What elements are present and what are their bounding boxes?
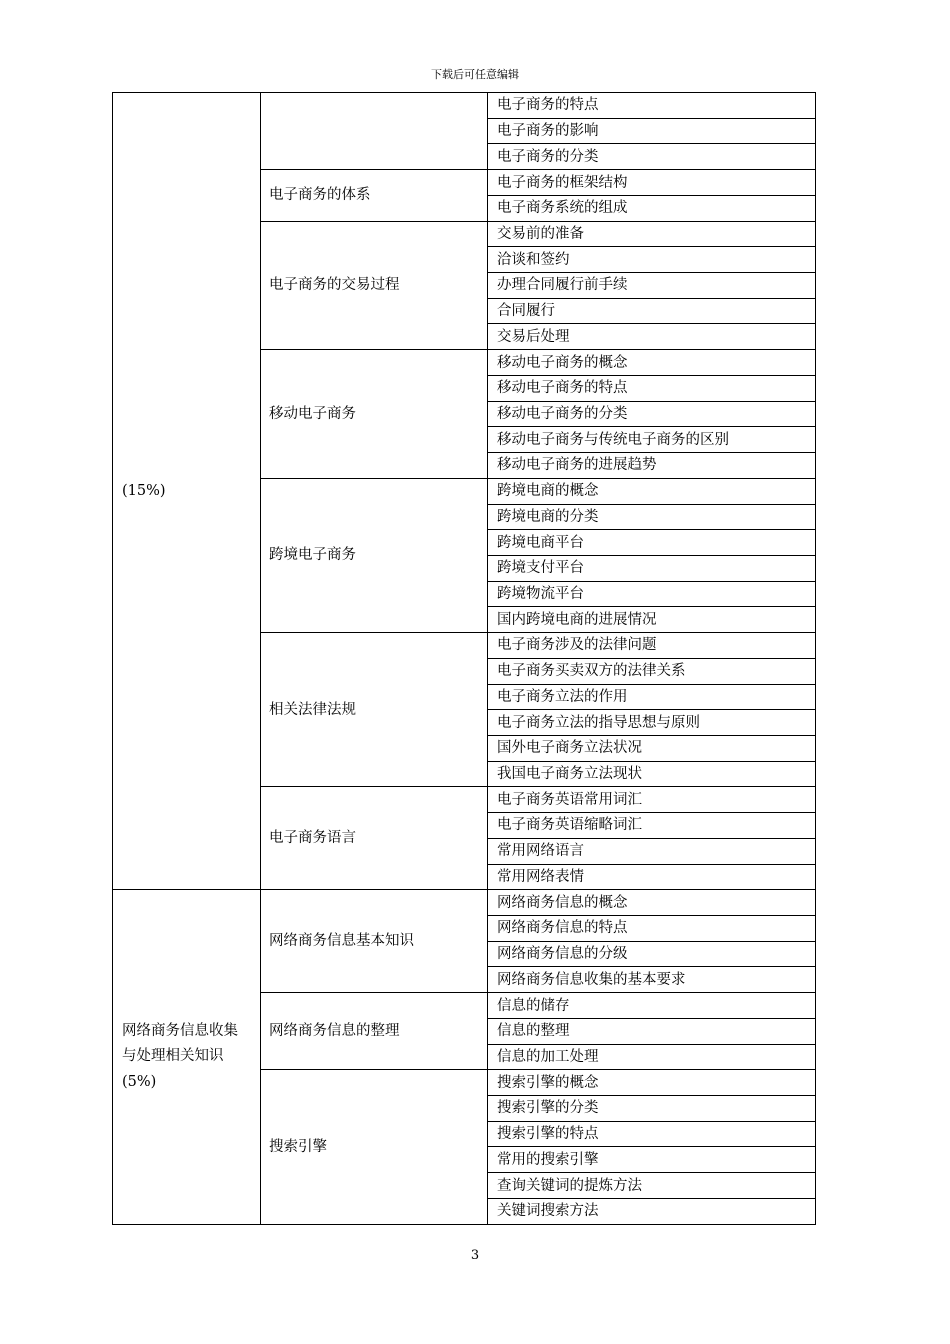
topic-cell: 电子商务的交易过程 bbox=[261, 221, 488, 350]
list-item: 电子商务立法的指导思想与原则 bbox=[488, 710, 816, 736]
list-item: 移动电子商务的进展趋势 bbox=[488, 453, 816, 479]
section1-weight-cell bbox=[113, 93, 261, 890]
topic-cell: 相关法律法规 bbox=[261, 633, 488, 787]
list-item: 网络商务信息的分级 bbox=[488, 941, 816, 967]
list-item: 电子商务买卖双方的法律关系 bbox=[488, 658, 816, 684]
list-item: 国外电子商务立法状况 bbox=[488, 735, 816, 761]
topic-cell: 网络商务信息基本知识 bbox=[261, 890, 488, 993]
list-item: 电子商务涉及的法律问题 bbox=[488, 633, 816, 659]
list-item: 移动电子商务的分类 bbox=[488, 401, 816, 427]
table-row bbox=[113, 890, 816, 916]
list-item: 电子商务立法的作用 bbox=[488, 684, 816, 710]
list-item: 电子商务的分类 bbox=[488, 144, 816, 170]
list-item: 国内跨境电商的进展情况 bbox=[488, 607, 816, 633]
list-item: 信息的整理 bbox=[488, 1018, 816, 1044]
list-item: 跨境支付平台 bbox=[488, 555, 816, 581]
continued-topic-cell bbox=[261, 93, 488, 170]
list-item: 跨境电商的概念 bbox=[488, 478, 816, 504]
list-item: 我国电子商务立法现状 bbox=[488, 761, 816, 787]
section2-title-line2: 与处理相关知识 bbox=[122, 1048, 224, 1065]
list-item: 电子商务系统的组成 bbox=[488, 195, 816, 221]
page-header: 下载后可任意编辑 bbox=[431, 68, 519, 81]
list-item: 洽谈和签约 bbox=[488, 247, 816, 273]
list-item: 关键词搜索方法 bbox=[488, 1198, 816, 1224]
list-item: 合同履行 bbox=[488, 298, 816, 324]
list-item: 电子商务英语缩略词汇 bbox=[488, 813, 816, 839]
list-item: 网络商务信息的概念 bbox=[488, 890, 816, 916]
list-item: 网络商务信息收集的基本要求 bbox=[488, 967, 816, 993]
list-item: 电子商务的影响 bbox=[488, 118, 816, 144]
list-item: 查询关键词的提炼方法 bbox=[488, 1173, 816, 1199]
list-item: 常用网络表情 bbox=[488, 864, 816, 890]
list-item: 交易后处理 bbox=[488, 324, 816, 350]
list-item: 办理合同履行前手续 bbox=[488, 273, 816, 299]
topic-cell: 网络商务信息的整理 bbox=[261, 993, 488, 1070]
topic-cell: 电子商务语言 bbox=[261, 787, 488, 890]
list-item: 网络商务信息的特点 bbox=[488, 916, 816, 942]
section2-title-line1: 网络商务信息收集 bbox=[122, 1022, 238, 1039]
list-item: 电子商务的框架结构 bbox=[488, 170, 816, 196]
page-number: 3 bbox=[470, 1248, 480, 1263]
list-item: 移动电子商务的特点 bbox=[488, 375, 816, 401]
list-item: 电子商务英语常用词汇 bbox=[488, 787, 816, 813]
list-item: 搜索引擎的概念 bbox=[488, 1070, 816, 1096]
list-item: 电子商务的特点 bbox=[488, 93, 816, 119]
table-row bbox=[113, 93, 816, 119]
list-item: 交易前的准备 bbox=[488, 221, 816, 247]
list-item: 搜索引擎的特点 bbox=[488, 1121, 816, 1147]
topic-cell: 跨境电子商务 bbox=[261, 478, 488, 632]
list-item: 跨境电商的分类 bbox=[488, 504, 816, 530]
list-item: 跨境电商平台 bbox=[488, 530, 816, 556]
topic-cell: 搜索引擎 bbox=[261, 1070, 488, 1224]
list-item: 搜索引擎的分类 bbox=[488, 1096, 816, 1122]
section2-title-cell bbox=[113, 890, 261, 1224]
list-item: 移动电子商务与传统电子商务的区别 bbox=[488, 427, 816, 453]
section2-weight: (5%) bbox=[122, 1073, 157, 1090]
list-item: 信息的加工处理 bbox=[488, 1044, 816, 1070]
list-item: 信息的储存 bbox=[488, 993, 816, 1019]
outline-table bbox=[112, 92, 816, 1225]
section1-weight: (15%) bbox=[122, 483, 166, 500]
list-item: 移动电子商务的概念 bbox=[488, 350, 816, 376]
list-item: 跨境物流平台 bbox=[488, 581, 816, 607]
topic-cell: 电子商务的体系 bbox=[261, 170, 488, 221]
list-item: 常用的搜索引擎 bbox=[488, 1147, 816, 1173]
list-item: 常用网络语言 bbox=[488, 838, 816, 864]
topic-cell: 移动电子商务 bbox=[261, 350, 488, 479]
